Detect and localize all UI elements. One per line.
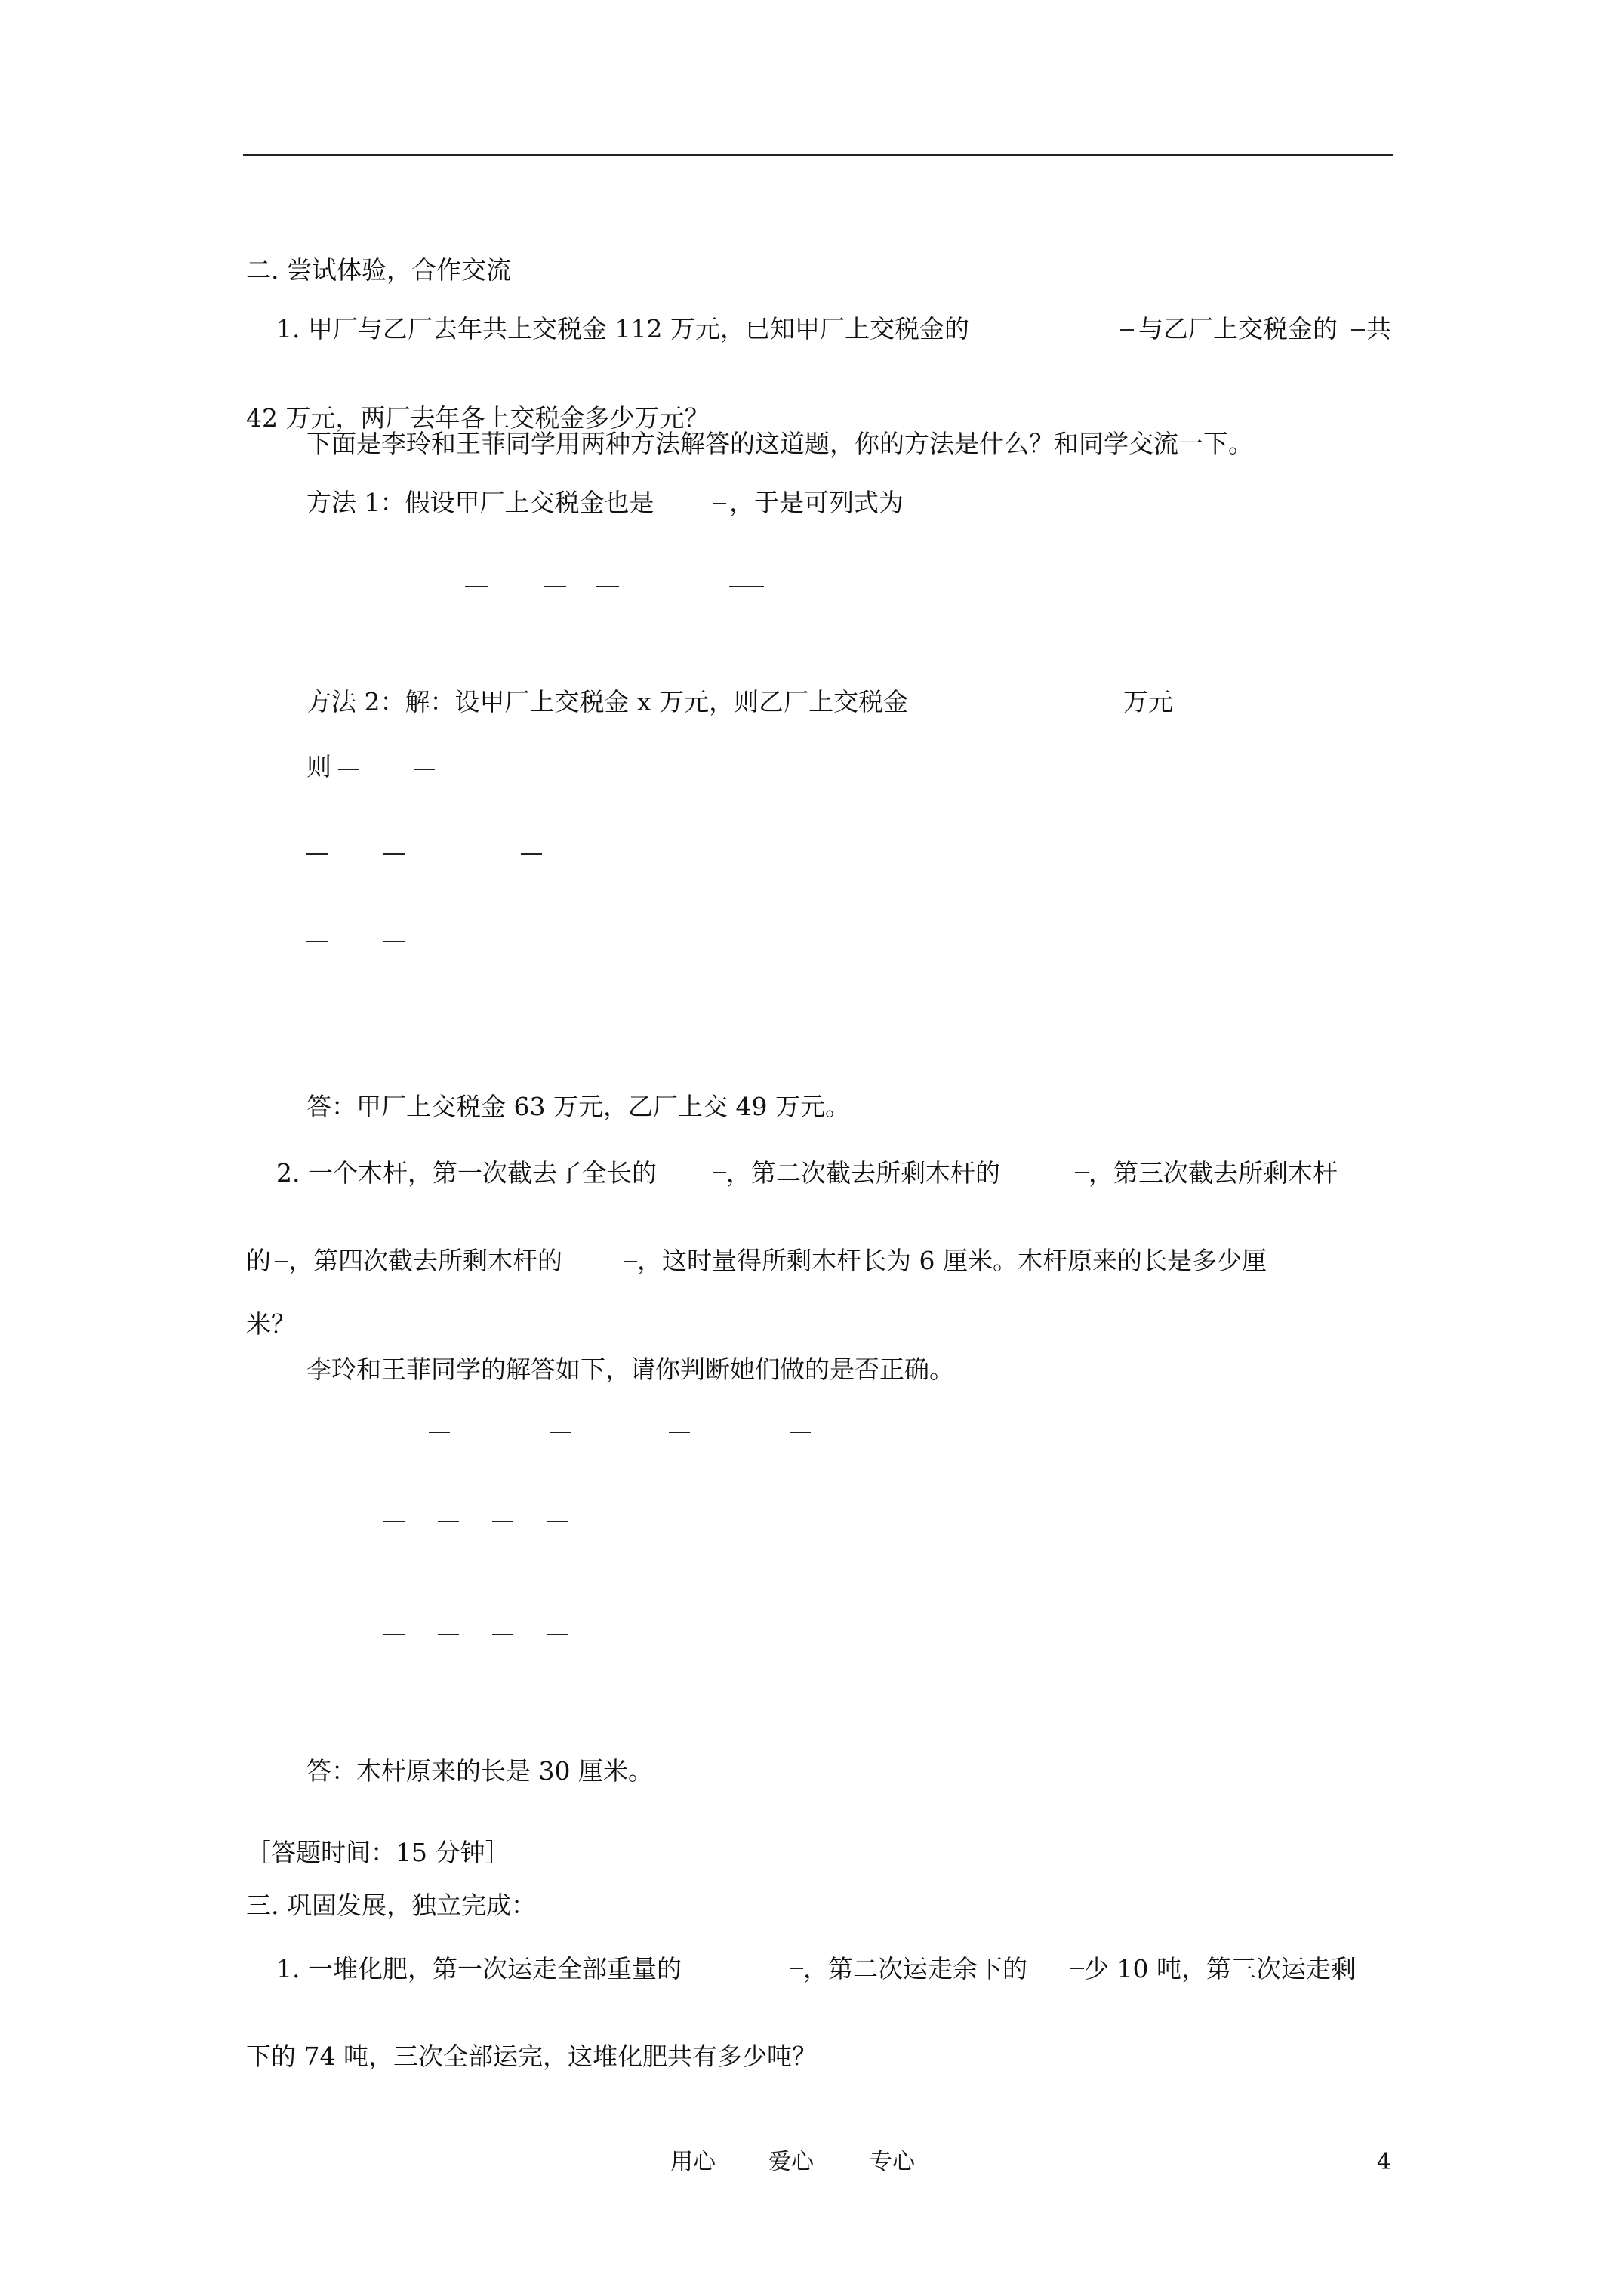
answer2: 答：木杆原来的长是 30 厘米。 [306,1756,653,1786]
fraction-bar [547,1634,568,1635]
q1-tail: 共 [1366,314,1391,344]
method1-text: 方法 1：假设甲厂上交税金也是 [306,488,654,517]
fraction-bar [729,586,764,587]
fraction-bar [1070,1968,1084,1969]
fraction-bar [624,1261,637,1262]
fraction-bar [669,1432,690,1433]
fraction-bar [438,1634,459,1635]
fraction-bar [790,1968,803,1969]
fraction-bar [383,1521,405,1522]
fraction-bar [790,1432,811,1433]
fraction-bar [1075,1172,1089,1173]
fraction-bar [338,769,359,770]
header-rule [243,154,1393,156]
fraction-bar [492,1634,513,1635]
fraction-bar [383,1634,405,1635]
footer-motto-3: 专心 [870,2149,915,2175]
method1-text-b: ，于是可列式为 [729,488,904,517]
s3-q1-line1: 1. 一堆化肥，第一次运走全部重量的 [276,1954,682,1983]
fraction-bar [492,1521,513,1522]
fraction-bar [1351,329,1365,331]
fraction-bar [306,941,328,942]
answer1: 答：甲厂上交税金 63 万元，乙厂上交 49 万元。 [306,1092,850,1121]
q1-line1: 1. 甲厂与乙厂去年共上交税金 112 万元，已知甲厂上交税金的 [276,314,969,344]
q1-mid: 与乙厂上交税金的 [1138,314,1338,344]
time-note: ［答题时间：15 分钟］ [246,1838,510,1867]
fraction-bar [596,586,619,587]
s3-q1-line2: 下的 74 吨，三次全部运完，这堆化肥共有多少吨？ [246,2042,817,2071]
method2-text: 方法 2：解：设甲厂上交税金 x 万元，则乙厂上交税金 [306,687,909,717]
fraction-bar [465,586,488,587]
q2-line3: 米？ [246,1309,296,1339]
fraction-bar [547,1521,568,1522]
page-number: 4 [1377,2149,1392,2175]
q2-line1: 2. 一个木杆，第一次截去了全长的 [276,1158,657,1188]
fraction-bar [438,1521,459,1522]
section2-heading: 二. 尝试体验，合作交流 [246,255,511,285]
q2-line1-c: ，第三次截去所剩木杆 [1089,1158,1338,1188]
footer-motto-2: 爱心 [768,2149,814,2175]
q2-line1-b: ，第二次截去所剩木杆的 [726,1158,1000,1188]
fraction-bar [713,1172,726,1173]
fraction-bar [550,1432,571,1433]
fraction-bar [521,853,542,855]
fraction-bar [429,1432,450,1433]
fraction-bar [713,503,726,504]
fraction-bar [383,941,405,942]
fraction-bar [544,586,566,587]
fraction-bar [414,769,435,770]
fraction-bar [306,853,328,855]
s3-q1-line1-c: 少 10 吨，第三次运走剩 [1084,1954,1356,1983]
footer-motto-1: 用心 [670,2149,716,2175]
fraction-bar [275,1261,288,1262]
q1-line2: 42 万元，两厂去年各上交税金多少万元？ [246,403,710,433]
q2-intro: 李玲和王菲同学的解答如下，请你判断她们做的是否正确。 [306,1354,954,1384]
q2-line2-b: ，第四次截去所剩木杆的 [288,1246,562,1275]
section3-heading: 三. 巩固发展，独立完成： [246,1891,536,1920]
fraction-bar [383,853,405,855]
method2-unit: 万元 [1123,687,1173,717]
method2-then: 则 [306,752,331,781]
s3-q1-line1-b: ，第二次运走余下的 [803,1954,1027,1983]
fraction-bar [1120,329,1134,331]
q2-line2-a: 的 [246,1246,271,1275]
q2-line2-c: ，这时量得所剩木杆长为 6 厘米。木杆原来的长是多少厘 [637,1246,1267,1275]
q1-intro: 下面是李玲和王菲同学用两种方法解答的这道题，你的方法是什么？和同学交流一下。 [306,429,1253,458]
